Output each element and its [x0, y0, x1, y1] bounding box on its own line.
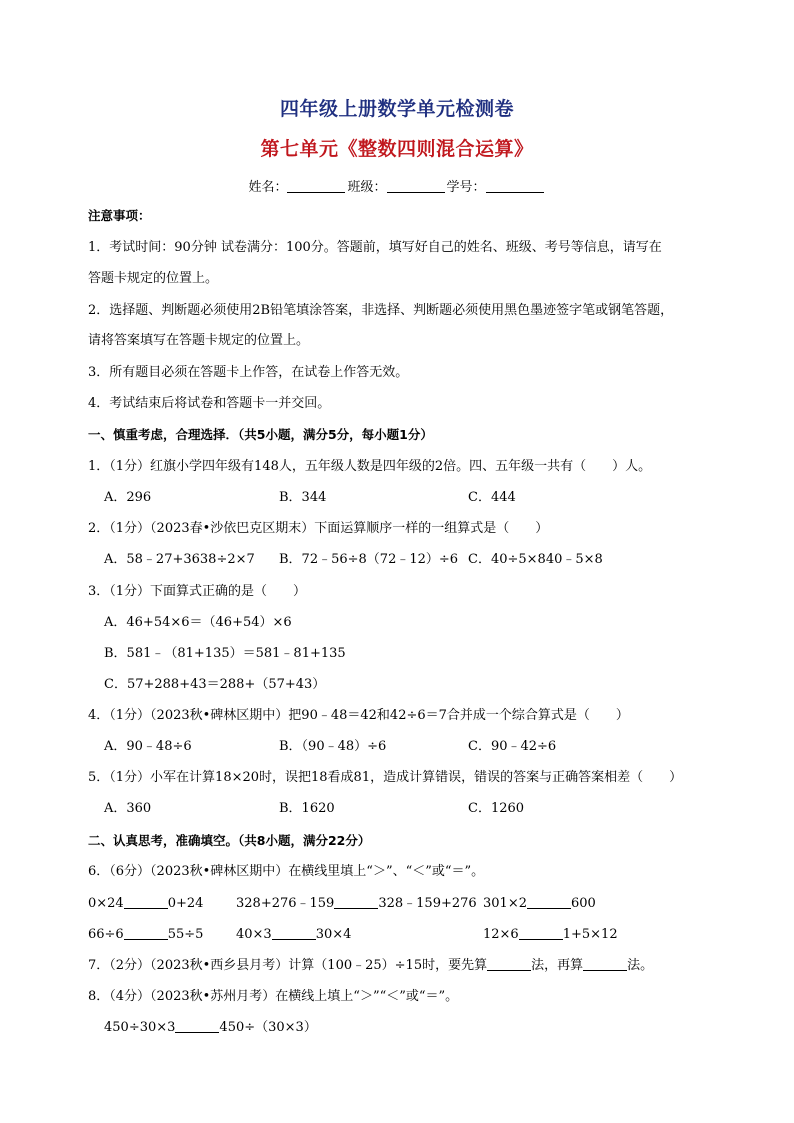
q2-option-c[interactable]: C．40÷5×840﹣5×8	[468, 552, 603, 567]
question-2: 2．（1分）（2023春•沙依巴克区期末）下面运算顺序一样的一组算式是（ ）	[88, 521, 549, 536]
q6-expr-left: 12×6	[483, 927, 519, 942]
q6-expr-right: 30×4	[315, 927, 352, 942]
q7-blank-1[interactable]	[487, 958, 531, 971]
question-5: 5．（1分）小军在计算18×20时，误把18看成81，造成计算错误，错误的答案与正确答案相差（ ）	[88, 770, 683, 785]
q3-option-b[interactable]: B．581﹣（81+135）＝581﹣81+135	[104, 646, 346, 661]
q6-item-2	[236, 896, 477, 912]
q2-option-a[interactable]: A．58﹣27+3638÷2×7	[104, 552, 255, 567]
q5-option-c[interactable]: C．1260	[468, 801, 525, 816]
q6-item-5	[236, 927, 351, 943]
page-subtitle: 第七单元《整数四则混合运算》	[260, 138, 534, 160]
q7-text-2: 法，再算	[531, 958, 584, 973]
section2-heading: 二、认真思考，准确填空。（共8小题，满分22分）	[88, 833, 371, 848]
q5-option-a[interactable]: A．360	[104, 801, 152, 816]
q6-blank[interactable]	[527, 896, 571, 909]
q6-item-6	[483, 927, 618, 943]
q7-blank-2[interactable]	[583, 958, 627, 971]
question-8: 8．（4分）（2023秋•苏州月考）在横线上填上“＞”“＜”或“＝”。	[88, 989, 459, 1004]
q6-blank[interactable]	[519, 927, 563, 940]
class-blank[interactable]	[387, 180, 445, 193]
student-info-row	[0, 176, 794, 195]
number-label: 学号：	[446, 180, 486, 195]
notes-heading: 注意事项：	[88, 208, 151, 223]
q4-option-b[interactable]: B．（90﹣48）÷6	[279, 739, 387, 754]
class-label: 班级：	[347, 180, 387, 195]
q4-option-c[interactable]: C．90﹣42÷6	[468, 739, 557, 754]
q6-blank[interactable]	[124, 896, 168, 909]
q1-option-c[interactable]: C．444	[468, 490, 516, 505]
q3-option-c[interactable]: C．57+288+43＝288+（57+43）	[104, 677, 326, 692]
q6-expr-left: 301×2	[483, 896, 527, 911]
q6-expr-left: 0×24	[88, 896, 124, 911]
q7-text-1: 7．（2分）（2023秋•西乡县月考）计算（100﹣25）÷15时，要先算	[88, 958, 488, 973]
note-1b: 答题卡规定的位置上。	[88, 271, 219, 286]
q6-expr-left: 40×3	[236, 927, 272, 942]
section1-heading: 一、慎重考虑，合理选择．（共5小题，满分5分，每小题1分）	[88, 427, 433, 442]
number-blank[interactable]	[486, 180, 544, 193]
q6-expr-left: 328+276﹣159	[236, 896, 335, 911]
q2-option-b[interactable]: B．72﹣56÷8（72﹣12）÷6	[279, 552, 459, 567]
q7-text-3: 法。	[627, 958, 654, 973]
page-title: 四年级上册数学单元检测卷	[279, 98, 514, 120]
q8-item	[104, 1020, 317, 1036]
question-1: 1．（1分）红旗小学四年级有148人，五年级人数是四年级的2倍。四、五年级一共有（ ）人。	[88, 459, 652, 474]
q8-expr-right: 450÷（30×3）	[219, 1020, 317, 1035]
q4-option-a[interactable]: A．90﹣48÷6	[104, 739, 192, 754]
q5-option-b[interactable]: B．1620	[279, 801, 335, 816]
q6-blank[interactable]	[272, 927, 316, 940]
q6-item-3	[483, 896, 596, 912]
q3-option-a[interactable]: A．46+54×6＝（46+54）×6	[104, 615, 292, 630]
q8-expr-left: 450÷30×3	[104, 1020, 176, 1035]
q6-blank[interactable]	[334, 896, 378, 909]
note-2a: 2．选择题、判断题必须使用2B铅笔填涂答案，非选择、判断题必须使用黑色墨迹签字笔或钢笔答题，	[88, 303, 674, 318]
q1-option-a[interactable]: A．296	[104, 490, 152, 505]
question-4: 4．（1分）（2023秋•碑林区期中）把90﹣48＝42和42÷6＝7合并成一个综合算式是（ ）	[88, 708, 629, 723]
question-3: 3．（1分）下面算式正确的是（ ）	[88, 584, 307, 599]
q6-blank[interactable]	[124, 927, 168, 940]
note-3: 3．所有题目必须在答题卡上作答，在试卷上作答无效。	[88, 365, 409, 380]
q6-expr-right: 328﹣159+276	[378, 896, 477, 911]
q6-expr-left: 66÷6	[88, 927, 124, 942]
q6-expr-right: 600	[570, 896, 596, 911]
q6-item-1	[88, 896, 203, 912]
question-6: 6．（6分）（2023秋•碑林区期中）在横线里填上“＞”、“＜”或“＝”。	[88, 864, 485, 879]
note-2b: 请将答案填写在答题卡规定的位置上。	[88, 333, 310, 348]
q8-blank[interactable]	[175, 1020, 219, 1033]
note-1a: 1．考试时间：90分钟 试卷满分：100分。答题前，填写好自己的姓名、班级、考号等信息，请写在	[88, 240, 662, 255]
note-4: 4．考试结束后将试卷和答题卡一并交回。	[88, 396, 331, 411]
q6-expr-right: 0+24	[167, 896, 204, 911]
q6-expr-right: 1+5×12	[562, 927, 618, 942]
question-7	[88, 958, 653, 974]
q6-item-4	[88, 927, 203, 943]
name-label: 姓名：	[248, 180, 288, 195]
name-blank[interactable]	[287, 180, 345, 193]
q1-option-b[interactable]: B．344	[279, 490, 327, 505]
q6-expr-right: 55÷5	[167, 927, 204, 942]
